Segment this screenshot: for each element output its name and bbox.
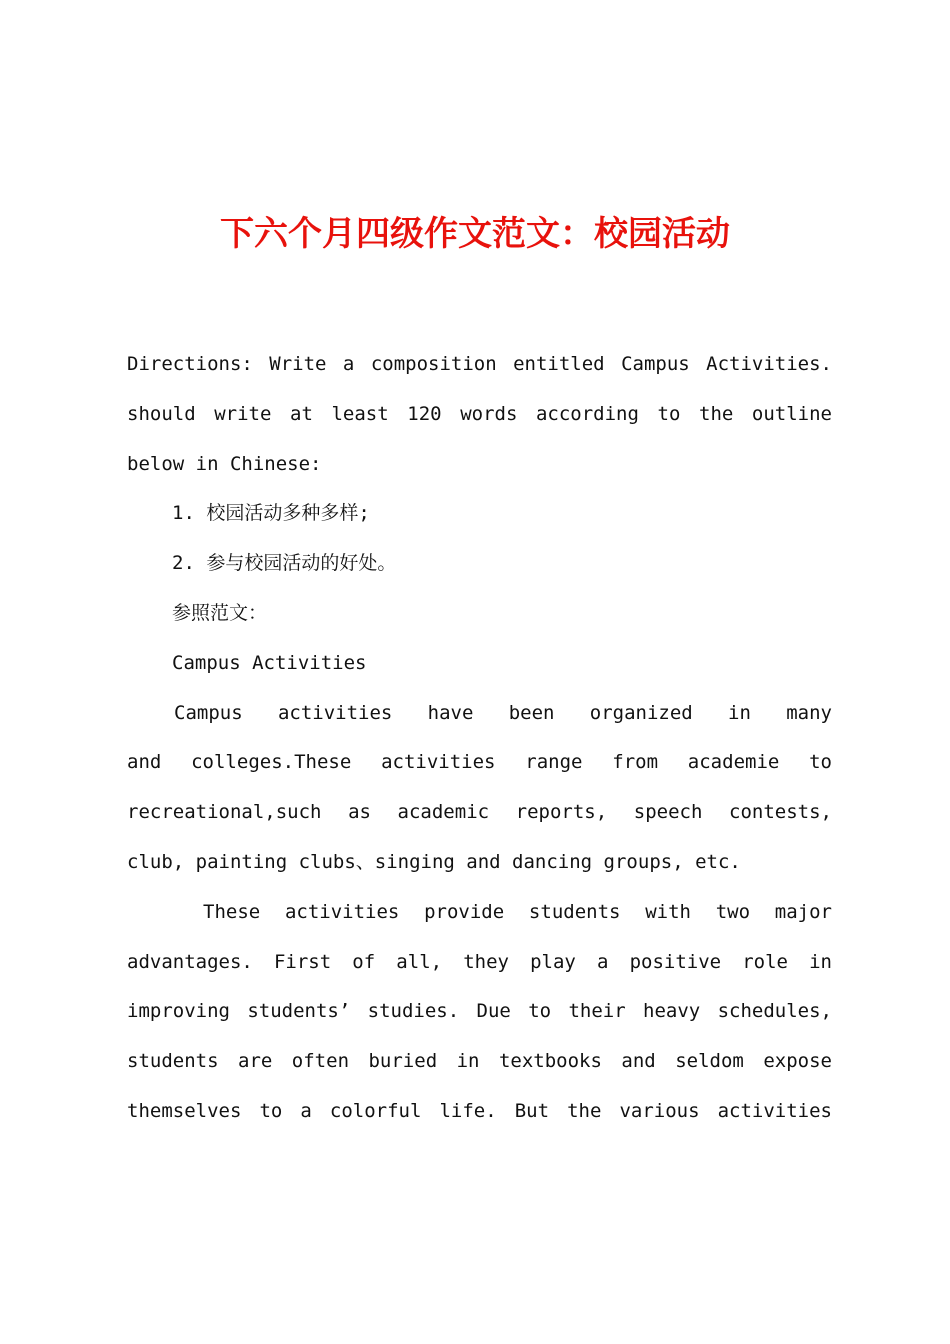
paragraph-line: Campus activities have been organized in many	[174, 701, 832, 724]
directions-line: below in Chinese:	[127, 452, 322, 475]
paragraph-line: club, painting clubs、singing and dancing groups, etc.	[127, 850, 741, 873]
paragraph-line: advantages. First of all, they play a positive role in	[127, 950, 832, 973]
paragraph-line: These activities provide students with two major	[203, 900, 832, 923]
outline-item: 1. 校园活动多种多样;	[172, 502, 370, 525]
directions-line: Directions: Write a composition entitled Campus Activities.	[127, 353, 832, 375]
paragraph-line: themselves to a colorful life. But the various activities	[127, 1099, 832, 1122]
reference-label: 参照范文：	[172, 601, 268, 624]
outline-item: 2. 参与校园活动的好处。	[172, 552, 397, 575]
paragraph-line: and colleges.These activities range from academie to	[127, 751, 832, 774]
directions-line: should write at least 120 words according to the outline	[127, 402, 832, 425]
document-title: 下六个月四级作文范文：校园活动	[220, 214, 730, 254]
paragraph-line: recreational,such as academic reports, speech contests,	[127, 801, 832, 824]
essay-title: Campus Activities	[172, 651, 367, 674]
document-body	[127, 340, 832, 1137]
paragraph-line: students are often buried in textbooks and seldom expose	[127, 1050, 832, 1073]
paragraph-line: improving students’ studies. Due to their heavy schedules,	[127, 1000, 832, 1023]
